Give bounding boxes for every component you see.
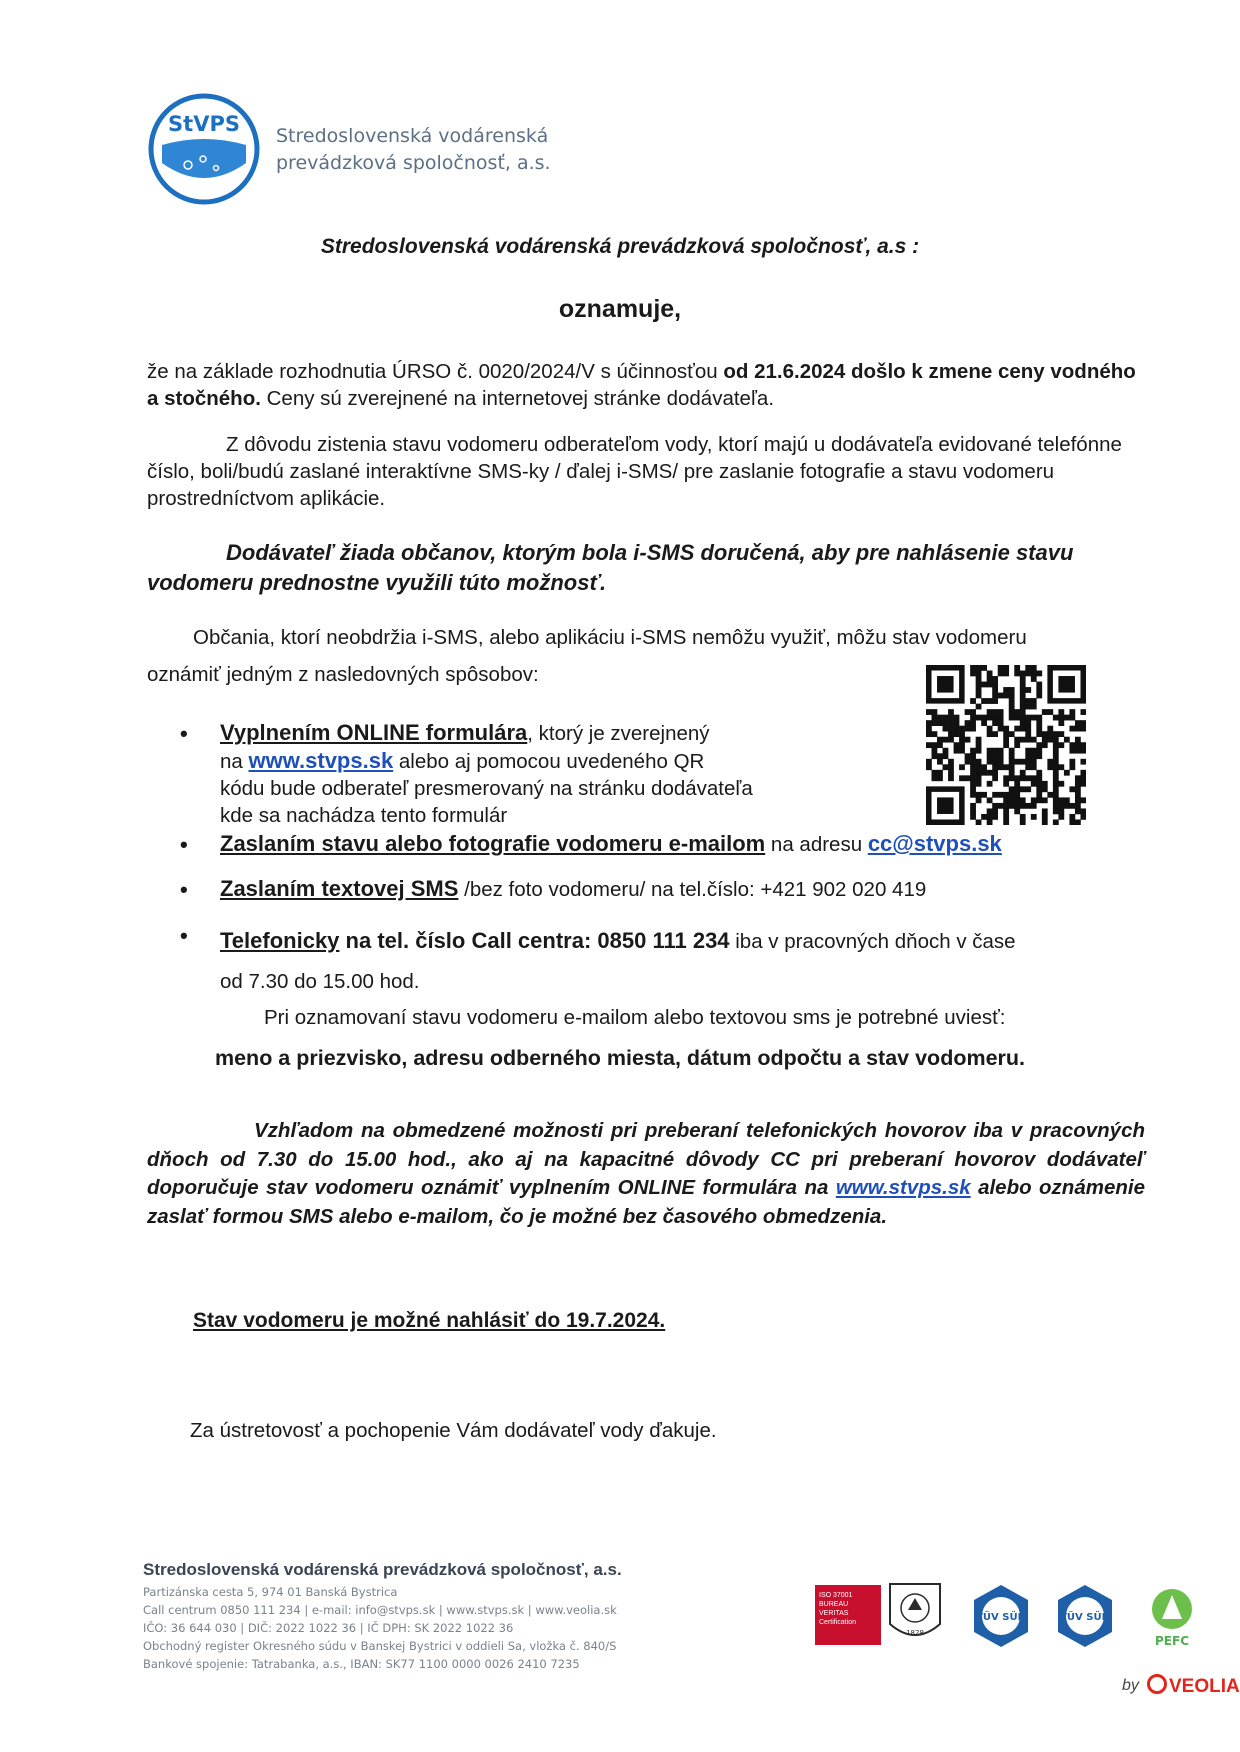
bullet-1: • <box>180 721 188 746</box>
bullet-4: • <box>180 923 188 948</box>
bv-year: 1828 <box>906 1629 924 1637</box>
deadline: Stav vodomeru je možné nahlásiť do 19.7.2024. <box>193 1309 666 1332</box>
tuv-sud-badge-1-icon <box>968 1583 1034 1649</box>
paragraph-isms: Z dôvodu zistenia stavu vodomeru odberateľom vody, ktorí majú u dodávateľa evidované telefónne číslo, boli/budú zaslané interaktívne SMS-ky / ďalej i-SMS/ pre zaslanie fotografie a stavu vodomeru prostredníctvom aplikácie. <box>147 433 1122 510</box>
required-fields: meno a priezvisko, adresu odberného miesta, dátum odpočtu a stav vodomeru. <box>214 1046 1026 1070</box>
method-sms-label: Zaslaním textovej SMS <box>220 876 459 901</box>
method-online-text-1: , ktorý je zverejnený <box>527 722 710 745</box>
stvps-logo <box>148 93 260 205</box>
required-intro: Pri oznamovaní stavu vodomeru e-mailom alebo textovou sms je potrebné uviesť: <box>264 1006 1006 1029</box>
thanks: Za ústretovosť a pochopenie Vám dodávateľ vody ďakuje. <box>190 1419 717 1442</box>
logo-text: StVPS <box>168 112 240 136</box>
method-online-text-3: kódu bude odberateľ presmerovaný na stránku dodávateľa <box>220 777 753 800</box>
website-link[interactable]: www.stvps.sk <box>248 748 394 773</box>
bureau-veritas-iso-badge <box>815 1585 881 1645</box>
paragraph-tariff-change <box>147 358 1145 412</box>
announcer: Stredoslovenská vodárenská prevádzková spoločnosť, a.s : <box>320 235 920 258</box>
bullet-3: • <box>180 877 188 902</box>
method-phone-hours: od 7.30 do 15.00 hod. <box>220 970 420 993</box>
footer-contacts: Call centrum 0850 111 234 | e-mail: info@stvps.sk | www.stvps.sk | www.veolia.sk <box>143 1603 617 1617</box>
note-text-1: Vzhľadom na obmedzené možnosti pri preberaní telefonických hovorov iba v pracovných dňoch od 7.30 do 15.00 hod., ako aj na kapacitné dôvody CC pri preberaní hovorov dodávateľ doporučuje stav vodomeru oznámiť vyplnením ONLINE formulára na <box>147 1119 1145 1199</box>
method-online-text-2a: na <box>220 750 249 773</box>
paragraph-methods-intro-1: Občania, ktorí neobdržia i-SMS, alebo aplikáciu i-SMS nemôžu využiť, môžu stav vodomeru <box>193 626 1027 649</box>
logo-company-line2: prevádzková spoločnosť, a.s. <box>276 152 551 174</box>
footer-company: Stredoslovenská vodárenská prevádzková spoločnosť, a.s. <box>143 1560 622 1579</box>
method-email-text: na adresu <box>765 833 868 856</box>
note-text-2: alebo oznámenie zaslať formou SMS alebo e-mailom, čo je možné bez časového obmedzenia. <box>147 1176 1145 1228</box>
method-online-text-2b: alebo aj pomocou uvedeného QR <box>393 750 705 773</box>
footer-ids: IČO: 36 644 030 | DIČ: 2022 1022 36 | IČ DPH: SK 2022 1022 36 <box>143 1621 514 1635</box>
logo-company-line1: Stredoslovenská vodárenská <box>276 125 549 147</box>
veolia-icon <box>1147 1674 1167 1694</box>
veolia-text: VEOLIA <box>1169 1676 1240 1697</box>
tariff-text-2: od 21.6.2024 došlo k zmene ceny vodného a stočného. <box>147 360 1136 410</box>
note-website-link[interactable]: www.stvps.sk <box>835 1176 971 1199</box>
footer-bank: Bankové spojenie: Tatrabanka, a.s., IBAN: SK77 1100 0000 0026 2410 7235 <box>143 1657 580 1671</box>
method-online-text-4: kde sa nachádza tento formulár <box>220 804 508 827</box>
paragraph-note <box>147 1117 1145 1231</box>
footer-address: Partizánska cesta 5, 974 01 Banská Bystrica <box>143 1585 398 1599</box>
qr-code[interactable] <box>926 665 1086 825</box>
method-email <box>220 830 1150 858</box>
pefc-text: PEFC <box>1155 1634 1189 1648</box>
method-phone-text: iba v pracovných dňoch v čase <box>729 930 1016 953</box>
method-email-label: Zaslaním stavu alebo fotografie vodomeru e-mailom <box>220 831 766 856</box>
tariff-text-1: že na základe rozhodnutia ÚRSO č. 0020/2024/V s účinnosťou <box>147 360 724 383</box>
paragraph-methods-intro-2: oznámiť jedným z nasledovných spôsobov: <box>147 663 539 686</box>
bureau-veritas-text: ISO 37001 BUREAU VERITAS Certification <box>819 1592 856 1626</box>
veolia-logo <box>1147 1674 1240 1698</box>
tariff-text-3: Ceny sú zverejnené na internetovej stránke dodávateľa. <box>260 387 775 410</box>
logo-company-name <box>276 123 551 177</box>
pefc-logo-icon <box>1142 1585 1202 1651</box>
method-phone-number: na tel. číslo Call centra: 0850 111 234 <box>339 928 730 953</box>
method-phone-label: Telefonicky <box>220 928 340 953</box>
method-sms-text: /bez foto vodomeru/ na tel.číslo: +421 902 020 419 <box>458 878 927 901</box>
method-phone <box>220 921 1150 1002</box>
email-link[interactable]: cc@stvps.sk <box>867 831 1002 856</box>
tuv-text-2: TÜV SÜD <box>1060 1612 1110 1623</box>
paragraph-highlight: Dodávateľ žiada občanov, ktorým bola i-SMS doručená, aby pre nahlásenie stavu vodomeru prednostne využili túto možnosť. <box>147 540 1074 595</box>
method-online-form <box>220 719 910 829</box>
footer-register: Obchodný register Okresného súdu v Banskej Bystrici v oddieli Sa, vložka č. 840/S <box>143 1639 617 1653</box>
method-sms <box>220 875 1150 903</box>
bullet-2: • <box>180 832 188 857</box>
tuv-sud-badge-2-icon <box>1052 1583 1118 1649</box>
tuv-text-1: TÜV SÜD <box>976 1612 1026 1623</box>
page-title: oznamuje, <box>558 295 682 323</box>
veolia-by: by <box>1122 1677 1139 1694</box>
method-online-label[interactable]: Vyplnením ONLINE formulára <box>220 720 528 745</box>
bureau-veritas-seal-icon <box>886 1580 944 1646</box>
